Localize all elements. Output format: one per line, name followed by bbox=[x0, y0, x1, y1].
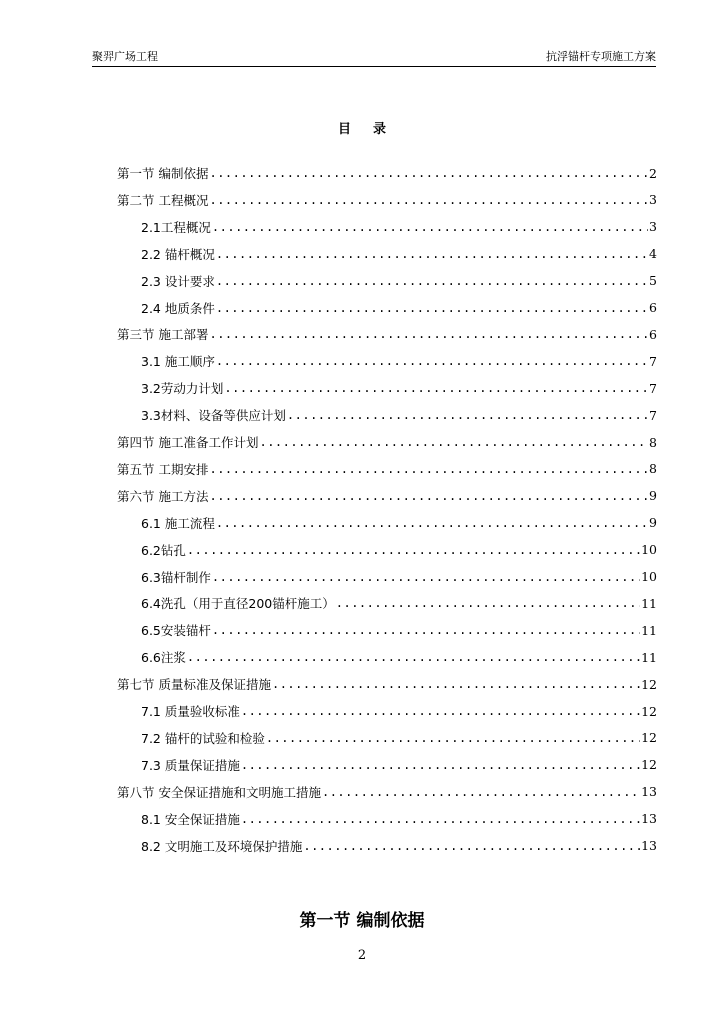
toc-title: 目录 bbox=[337, 122, 408, 137]
toc-entry-page: 11 bbox=[641, 595, 657, 611]
toc-entry-page: 11 bbox=[641, 649, 657, 665]
toc-entry-label: 3.2劳动力计划 bbox=[141, 381, 224, 397]
header-project-name: 聚羿广场工程 bbox=[92, 50, 158, 63]
toc-dot-leader bbox=[272, 677, 640, 691]
toc-dot-leader bbox=[259, 435, 648, 449]
toc-dot-leader bbox=[241, 758, 640, 772]
toc-entry[interactable] bbox=[141, 375, 657, 401]
toc-entry[interactable] bbox=[141, 510, 657, 536]
toc-entry-page: 9 bbox=[649, 488, 657, 504]
toc-dot-leader bbox=[241, 704, 640, 718]
toc-entry[interactable] bbox=[141, 214, 657, 240]
toc-entry-label: 第五节 工期安排 bbox=[117, 461, 209, 477]
toc-dot-leader bbox=[216, 354, 648, 368]
toc-entry-page: 13 bbox=[641, 784, 657, 800]
toc-entry[interactable] bbox=[117, 160, 657, 186]
toc-dot-leader bbox=[322, 785, 640, 799]
toc-entry-page: 8 bbox=[649, 434, 657, 450]
toc-entry[interactable] bbox=[141, 833, 657, 859]
toc-entry-label: 6.2钻孔 bbox=[141, 542, 186, 558]
toc-dot-leader bbox=[212, 570, 640, 584]
toc-dot-leader bbox=[241, 812, 640, 826]
toc-dot-leader bbox=[266, 731, 640, 745]
toc-dot-leader bbox=[216, 301, 648, 315]
toc-entry-label: 2.3 设计要求 bbox=[141, 273, 215, 289]
toc-entry-page: 6 bbox=[649, 300, 657, 315]
page-number: 2 bbox=[357, 948, 367, 963]
toc-dot-leader bbox=[224, 381, 648, 395]
toc-dot-leader bbox=[216, 516, 648, 530]
toc-entry[interactable] bbox=[117, 483, 657, 509]
toc-entry-page: 13 bbox=[641, 838, 657, 853]
toc-entry-page: 2 bbox=[649, 165, 657, 181]
toc-dot-leader bbox=[209, 193, 648, 207]
toc-entry-label: 第六节 施工方法 bbox=[117, 488, 209, 504]
toc-entry-label: 第二节 工程概况 bbox=[117, 192, 209, 208]
toc-entry-page: 5 bbox=[649, 273, 657, 289]
toc-entry[interactable] bbox=[141, 537, 657, 563]
toc-dot-leader bbox=[212, 623, 640, 637]
toc-entry[interactable] bbox=[117, 187, 657, 213]
toc-entry[interactable] bbox=[141, 268, 657, 294]
toc-entry[interactable] bbox=[141, 806, 657, 832]
toc-entry-label: 7.1 质量验收标准 bbox=[141, 704, 240, 719]
toc-entry-page: 3 bbox=[649, 219, 657, 235]
toc-entry[interactable] bbox=[141, 698, 657, 724]
toc-entry-label: 第三节 施工部署 bbox=[117, 327, 209, 343]
toc-entry[interactable] bbox=[141, 644, 657, 670]
toc-entry[interactable] bbox=[141, 725, 657, 751]
toc-entry-label: 第四节 施工准备工作计划 bbox=[117, 435, 259, 450]
toc-dot-leader bbox=[336, 596, 640, 610]
toc-entry[interactable] bbox=[117, 456, 657, 482]
toc-entry[interactable] bbox=[117, 429, 657, 455]
toc-dot-leader bbox=[303, 839, 640, 853]
toc-dot-leader bbox=[187, 650, 640, 664]
toc-dot-leader bbox=[209, 489, 648, 503]
toc-entry-label: 2.4 地质条件 bbox=[141, 300, 215, 316]
toc-entry-label: 2.2 锚杆概况 bbox=[141, 246, 215, 262]
toc-entry-label: 3.1 施工顺序 bbox=[141, 354, 215, 370]
toc-dot-leader bbox=[216, 247, 648, 261]
toc-entry[interactable] bbox=[141, 348, 657, 374]
toc-entry-page: 12 bbox=[641, 676, 657, 692]
toc-entry-page: 7 bbox=[649, 407, 657, 423]
toc-entry-page: 10 bbox=[641, 569, 657, 584]
toc-entry-label: 8.1 安全保证措施 bbox=[141, 811, 240, 827]
toc-entry[interactable] bbox=[141, 564, 657, 590]
toc-entry-page: 6 bbox=[649, 326, 657, 342]
toc-entry-label: 8.2 文明施工及环境保护措施 bbox=[141, 838, 303, 854]
toc-entry-page: 11 bbox=[641, 622, 657, 638]
toc-entry-page: 8 bbox=[649, 461, 657, 477]
toc-entry[interactable] bbox=[141, 402, 657, 428]
toc-entry-page: 13 bbox=[641, 811, 657, 827]
toc-dot-leader bbox=[216, 274, 648, 288]
toc-entry[interactable] bbox=[141, 241, 657, 267]
toc-entry-label: 3.3材料、设备等供应计划 bbox=[141, 408, 286, 424]
section-heading: 第一节 编制依据 bbox=[299, 911, 425, 931]
toc-entry-page: 7 bbox=[649, 353, 657, 369]
toc-entry-label: 第八节 安全保证措施和文明施工措施 bbox=[117, 784, 321, 800]
toc-dot-leader bbox=[209, 166, 648, 180]
toc-dot-leader bbox=[287, 408, 648, 422]
toc-entry-label: 第一节 编制依据 bbox=[117, 166, 209, 181]
toc-entry-page: 7 bbox=[649, 380, 657, 396]
toc-entry-label: 第七节 质量标准及保证措施 bbox=[117, 677, 271, 693]
toc-entry-label: 6.5安装锚杆 bbox=[141, 623, 211, 639]
header-document-title: 抗浮锚杆专项施工方案 bbox=[546, 50, 656, 63]
toc-entry-label: 6.1 施工流程 bbox=[141, 515, 215, 531]
toc-entry-page: 10 bbox=[641, 542, 657, 558]
toc-entry[interactable] bbox=[141, 752, 657, 778]
toc-entry-label: 6.3锚杆制作 bbox=[141, 569, 211, 585]
toc-entry-label: 2.1工程概况 bbox=[141, 219, 211, 235]
toc-entry[interactable] bbox=[141, 590, 657, 616]
toc-entry-label: 7.3 质量保证措施 bbox=[141, 757, 240, 773]
page-header bbox=[92, 48, 656, 67]
toc-entry-page: 12 bbox=[641, 730, 657, 746]
toc-entry[interactable] bbox=[117, 321, 657, 347]
toc-entry[interactable] bbox=[117, 779, 657, 805]
toc-dot-leader bbox=[212, 220, 648, 234]
toc-entry[interactable] bbox=[141, 295, 657, 321]
toc-entry-page: 12 bbox=[641, 703, 657, 719]
toc-entry-page: 9 bbox=[649, 515, 657, 531]
toc-dot-leader bbox=[209, 462, 648, 476]
toc-entry-page: 12 bbox=[641, 757, 657, 773]
toc-entry[interactable] bbox=[117, 671, 657, 697]
toc-entry-label: 7.2 锚杆的试验和检验 bbox=[141, 730, 265, 746]
toc-dot-leader bbox=[187, 543, 640, 557]
toc-entry-label: 6.4洗孔（用于直径200锚杆施工） bbox=[141, 596, 335, 612]
toc-entry-page: 3 bbox=[649, 192, 657, 208]
toc-entry[interactable] bbox=[141, 617, 657, 643]
toc-entry-page: 4 bbox=[649, 246, 657, 262]
toc-dot-leader bbox=[209, 327, 648, 341]
toc-entry-label: 6.6注浆 bbox=[141, 650, 186, 666]
